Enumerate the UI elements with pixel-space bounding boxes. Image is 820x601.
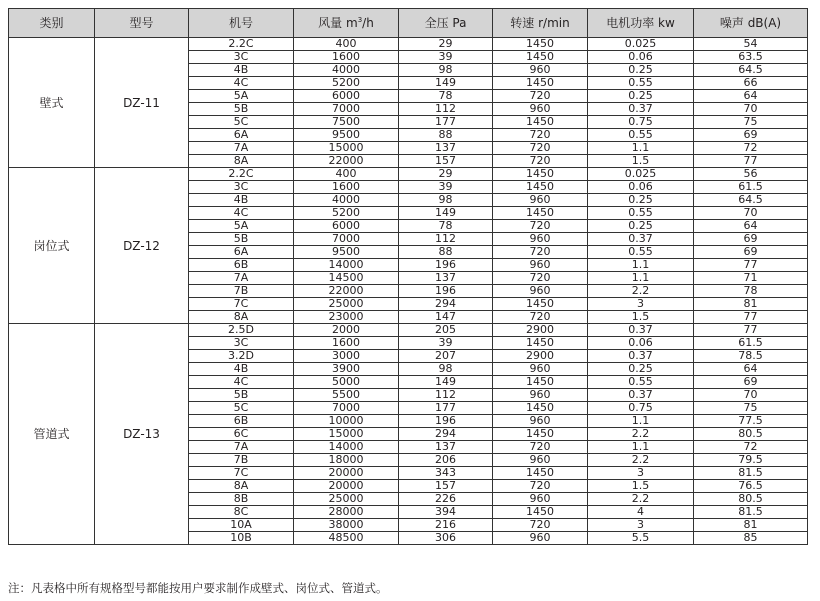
airflow-cell: 7000	[294, 402, 399, 415]
airflow-cell: 14000	[294, 259, 399, 272]
noise-cell: 70	[694, 207, 808, 220]
noise-cell: 85	[694, 532, 808, 545]
noise-cell: 64	[694, 220, 808, 233]
speed-cell: 1450	[493, 402, 588, 415]
power-cell: 2.2	[588, 454, 694, 467]
pressure-cell: 196	[399, 259, 493, 272]
pressure-cell: 149	[399, 77, 493, 90]
pressure-cell: 112	[399, 103, 493, 116]
pressure-cell: 137	[399, 142, 493, 155]
speed-cell: 1450	[493, 51, 588, 64]
pressure-cell: 294	[399, 298, 493, 311]
airflow-cell: 2000	[294, 324, 399, 337]
pressure-cell: 207	[399, 350, 493, 363]
noise-cell: 77	[694, 155, 808, 168]
table-header	[9, 9, 808, 38]
speed-cell: 1450	[493, 168, 588, 181]
airflow-cell: 20000	[294, 480, 399, 493]
power-cell: 1.5	[588, 155, 694, 168]
power-cell: 0.06	[588, 51, 694, 64]
model-cell: DZ-11	[95, 38, 189, 168]
power-cell: 0.55	[588, 77, 694, 90]
noise-cell: 77	[694, 324, 808, 337]
power-cell: 0.25	[588, 64, 694, 77]
airflow-cell: 5000	[294, 376, 399, 389]
machine-number-cell: 2.2C	[189, 38, 294, 51]
speed-cell: 960	[493, 493, 588, 506]
machine-number-cell: 5B	[189, 233, 294, 246]
noise-cell: 72	[694, 441, 808, 454]
power-cell: 0.55	[588, 207, 694, 220]
power-cell: 0.37	[588, 103, 694, 116]
pressure-cell: 306	[399, 532, 493, 545]
speed-cell: 1450	[493, 298, 588, 311]
airflow-cell: 14000	[294, 441, 399, 454]
pressure-cell: 137	[399, 441, 493, 454]
header-airflow-prefix: 风量 m	[318, 16, 358, 30]
machine-number-cell: 6A	[189, 246, 294, 259]
power-cell: 3	[588, 519, 694, 532]
noise-cell: 77.5	[694, 415, 808, 428]
speed-cell: 1450	[493, 77, 588, 90]
model-cell: DZ-13	[95, 324, 189, 545]
speed-cell: 720	[493, 480, 588, 493]
speed-cell: 1450	[493, 376, 588, 389]
speed-cell: 960	[493, 64, 588, 77]
airflow-cell: 48500	[294, 532, 399, 545]
header-airflow-suffix: /h	[362, 16, 374, 30]
machine-number-cell: 4B	[189, 64, 294, 77]
airflow-cell: 7000	[294, 103, 399, 116]
footnote: 注：凡表格中所有规格型号都能按用户要求制作成壁式、岗位式、管道式。	[8, 581, 388, 595]
noise-cell: 80.5	[694, 428, 808, 441]
power-cell: 2.2	[588, 285, 694, 298]
airflow-cell: 25000	[294, 493, 399, 506]
airflow-cell: 1600	[294, 337, 399, 350]
power-cell: 0.55	[588, 376, 694, 389]
noise-cell: 77	[694, 259, 808, 272]
noise-cell: 76.5	[694, 480, 808, 493]
machine-number-cell: 5C	[189, 116, 294, 129]
header-power: 电机功率 kw	[588, 9, 694, 38]
pressure-cell: 149	[399, 376, 493, 389]
header-model: 型号	[95, 9, 189, 38]
speed-cell: 2900	[493, 324, 588, 337]
noise-cell: 64	[694, 90, 808, 103]
machine-number-cell: 2.5D	[189, 324, 294, 337]
airflow-cell: 1600	[294, 181, 399, 194]
pressure-cell: 294	[399, 428, 493, 441]
noise-cell: 69	[694, 233, 808, 246]
noise-cell: 81.5	[694, 506, 808, 519]
machine-number-cell: 7C	[189, 298, 294, 311]
power-cell: 4	[588, 506, 694, 519]
speed-cell: 1450	[493, 337, 588, 350]
airflow-cell: 5200	[294, 207, 399, 220]
pressure-cell: 88	[399, 246, 493, 259]
header-airflow	[294, 9, 399, 38]
machine-number-cell: 3C	[189, 51, 294, 64]
speed-cell: 960	[493, 454, 588, 467]
airflow-cell: 25000	[294, 298, 399, 311]
noise-cell: 79.5	[694, 454, 808, 467]
speed-cell: 720	[493, 441, 588, 454]
pressure-cell: 112	[399, 233, 493, 246]
header-machine-number: 机号	[189, 9, 294, 38]
speed-cell: 720	[493, 90, 588, 103]
speed-cell: 960	[493, 415, 588, 428]
machine-number-cell: 10B	[189, 532, 294, 545]
airflow-cell: 15000	[294, 428, 399, 441]
fan-spec-table	[8, 8, 808, 545]
machine-number-cell: 7B	[189, 454, 294, 467]
machine-number-cell: 3C	[189, 337, 294, 350]
airflow-cell: 9500	[294, 246, 399, 259]
pressure-cell: 196	[399, 285, 493, 298]
noise-cell: 56	[694, 168, 808, 181]
speed-cell: 720	[493, 142, 588, 155]
power-cell: 0.25	[588, 363, 694, 376]
machine-number-cell: 8A	[189, 155, 294, 168]
machine-number-cell: 4C	[189, 207, 294, 220]
power-cell: 0.55	[588, 246, 694, 259]
speed-cell: 960	[493, 103, 588, 116]
airflow-cell: 400	[294, 168, 399, 181]
power-cell: 1.1	[588, 272, 694, 285]
noise-cell: 61.5	[694, 337, 808, 350]
airflow-cell: 5500	[294, 389, 399, 402]
category-cell: 管道式	[9, 324, 95, 545]
pressure-cell: 29	[399, 38, 493, 51]
pressure-cell: 147	[399, 311, 493, 324]
airflow-cell: 1600	[294, 51, 399, 64]
noise-cell: 70	[694, 103, 808, 116]
noise-cell: 72	[694, 142, 808, 155]
power-cell: 1.5	[588, 311, 694, 324]
pressure-cell: 205	[399, 324, 493, 337]
table-body	[9, 38, 808, 545]
machine-number-cell: 7A	[189, 272, 294, 285]
airflow-cell: 22000	[294, 155, 399, 168]
machine-number-cell: 7C	[189, 467, 294, 480]
machine-number-cell: 2.2C	[189, 168, 294, 181]
noise-cell: 66	[694, 77, 808, 90]
noise-cell: 75	[694, 116, 808, 129]
power-cell: 0.025	[588, 168, 694, 181]
power-cell: 1.5	[588, 480, 694, 493]
speed-cell: 1450	[493, 428, 588, 441]
pressure-cell: 157	[399, 155, 493, 168]
power-cell: 1.1	[588, 259, 694, 272]
airflow-cell: 6000	[294, 90, 399, 103]
machine-number-cell: 6B	[189, 259, 294, 272]
pressure-cell: 98	[399, 363, 493, 376]
power-cell: 2.2	[588, 428, 694, 441]
machine-number-cell: 5B	[189, 389, 294, 402]
noise-cell: 78.5	[694, 350, 808, 363]
pressure-cell: 39	[399, 337, 493, 350]
power-cell: 0.37	[588, 389, 694, 402]
pressure-cell: 98	[399, 194, 493, 207]
speed-cell: 720	[493, 246, 588, 259]
airflow-cell: 14500	[294, 272, 399, 285]
airflow-cell: 15000	[294, 142, 399, 155]
pressure-cell: 343	[399, 467, 493, 480]
machine-number-cell: 4B	[189, 363, 294, 376]
noise-cell: 69	[694, 246, 808, 259]
speed-cell: 1450	[493, 207, 588, 220]
machine-number-cell: 5C	[189, 402, 294, 415]
speed-cell: 960	[493, 194, 588, 207]
header-speed: 转速 r/min	[493, 9, 588, 38]
machine-number-cell: 7A	[189, 142, 294, 155]
power-cell: 3	[588, 467, 694, 480]
power-cell: 0.75	[588, 402, 694, 415]
noise-cell: 64.5	[694, 194, 808, 207]
speed-cell: 720	[493, 311, 588, 324]
speed-cell: 1450	[493, 116, 588, 129]
noise-cell: 64	[694, 363, 808, 376]
pressure-cell: 226	[399, 493, 493, 506]
machine-number-cell: 5B	[189, 103, 294, 116]
noise-cell: 69	[694, 129, 808, 142]
power-cell: 1.1	[588, 441, 694, 454]
header-airflow-sup: 3	[357, 16, 363, 24]
speed-cell: 2900	[493, 350, 588, 363]
noise-cell: 70	[694, 389, 808, 402]
machine-number-cell: 8B	[189, 493, 294, 506]
noise-cell: 78	[694, 285, 808, 298]
table-row	[9, 38, 808, 51]
noise-cell: 69	[694, 376, 808, 389]
power-cell: 2.2	[588, 493, 694, 506]
table-row	[9, 324, 808, 337]
machine-number-cell: 7A	[189, 441, 294, 454]
pressure-cell: 216	[399, 519, 493, 532]
speed-cell: 720	[493, 272, 588, 285]
header-pressure: 全压 Pa	[399, 9, 493, 38]
power-cell: 0.06	[588, 337, 694, 350]
airflow-cell: 400	[294, 38, 399, 51]
pressure-cell: 78	[399, 220, 493, 233]
machine-number-cell: 6B	[189, 415, 294, 428]
airflow-cell: 7500	[294, 116, 399, 129]
power-cell: 0.06	[588, 181, 694, 194]
machine-number-cell: 8A	[189, 311, 294, 324]
category-cell: 岗位式	[9, 168, 95, 324]
header-row	[9, 9, 808, 38]
model-cell: DZ-12	[95, 168, 189, 324]
airflow-cell: 3900	[294, 363, 399, 376]
machine-number-cell: 10A	[189, 519, 294, 532]
speed-cell: 1450	[493, 181, 588, 194]
machine-number-cell: 8C	[189, 506, 294, 519]
airflow-cell: 6000	[294, 220, 399, 233]
machine-number-cell: 4C	[189, 376, 294, 389]
noise-cell: 81.5	[694, 467, 808, 480]
pressure-cell: 39	[399, 181, 493, 194]
power-cell: 0.37	[588, 233, 694, 246]
noise-cell: 71	[694, 272, 808, 285]
power-cell: 0.25	[588, 90, 694, 103]
noise-cell: 80.5	[694, 493, 808, 506]
power-cell: 3	[588, 298, 694, 311]
machine-number-cell: 7B	[189, 285, 294, 298]
pressure-cell: 149	[399, 207, 493, 220]
airflow-cell: 4000	[294, 194, 399, 207]
noise-cell: 63.5	[694, 51, 808, 64]
airflow-cell: 3000	[294, 350, 399, 363]
power-cell: 1.1	[588, 415, 694, 428]
machine-number-cell: 6C	[189, 428, 294, 441]
speed-cell: 720	[493, 129, 588, 142]
airflow-cell: 5200	[294, 77, 399, 90]
machine-number-cell: 3.2D	[189, 350, 294, 363]
power-cell: 0.37	[588, 350, 694, 363]
power-cell: 0.25	[588, 194, 694, 207]
speed-cell: 960	[493, 389, 588, 402]
airflow-cell: 23000	[294, 311, 399, 324]
noise-cell: 61.5	[694, 181, 808, 194]
power-cell: 0.55	[588, 129, 694, 142]
airflow-cell: 22000	[294, 285, 399, 298]
noise-cell: 81	[694, 519, 808, 532]
pressure-cell: 206	[399, 454, 493, 467]
machine-number-cell: 3C	[189, 181, 294, 194]
power-cell: 0.75	[588, 116, 694, 129]
speed-cell: 720	[493, 519, 588, 532]
pressure-cell: 177	[399, 116, 493, 129]
pressure-cell: 88	[399, 129, 493, 142]
power-cell: 5.5	[588, 532, 694, 545]
power-cell: 0.025	[588, 38, 694, 51]
noise-cell: 77	[694, 311, 808, 324]
pressure-cell: 39	[399, 51, 493, 64]
noise-cell: 75	[694, 402, 808, 415]
power-cell: 0.25	[588, 220, 694, 233]
pressure-cell: 177	[399, 402, 493, 415]
speed-cell: 1450	[493, 467, 588, 480]
speed-cell: 720	[493, 220, 588, 233]
speed-cell: 960	[493, 285, 588, 298]
header-noise: 噪声 dB(A)	[694, 9, 808, 38]
airflow-cell: 9500	[294, 129, 399, 142]
speed-cell: 960	[493, 363, 588, 376]
header-category: 类别	[9, 9, 95, 38]
noise-cell: 64.5	[694, 64, 808, 77]
speed-cell: 1450	[493, 506, 588, 519]
machine-number-cell: 6A	[189, 129, 294, 142]
power-cell: 0.37	[588, 324, 694, 337]
airflow-cell: 10000	[294, 415, 399, 428]
airflow-cell: 38000	[294, 519, 399, 532]
pressure-cell: 98	[399, 64, 493, 77]
speed-cell: 960	[493, 532, 588, 545]
pressure-cell: 112	[399, 389, 493, 402]
pressure-cell: 78	[399, 90, 493, 103]
power-cell: 1.1	[588, 142, 694, 155]
machine-number-cell: 4B	[189, 194, 294, 207]
pressure-cell: 394	[399, 506, 493, 519]
pressure-cell: 196	[399, 415, 493, 428]
noise-cell: 81	[694, 298, 808, 311]
airflow-cell: 28000	[294, 506, 399, 519]
airflow-cell: 4000	[294, 64, 399, 77]
machine-number-cell: 5A	[189, 90, 294, 103]
speed-cell: 1450	[493, 38, 588, 51]
speed-cell: 960	[493, 233, 588, 246]
pressure-cell: 157	[399, 480, 493, 493]
noise-cell: 54	[694, 38, 808, 51]
machine-number-cell: 8A	[189, 480, 294, 493]
airflow-cell: 7000	[294, 233, 399, 246]
airflow-cell: 20000	[294, 467, 399, 480]
pressure-cell: 29	[399, 168, 493, 181]
pressure-cell: 137	[399, 272, 493, 285]
speed-cell: 720	[493, 155, 588, 168]
machine-number-cell: 5A	[189, 220, 294, 233]
airflow-cell: 18000	[294, 454, 399, 467]
machine-number-cell: 4C	[189, 77, 294, 90]
category-cell: 壁式	[9, 38, 95, 168]
speed-cell: 960	[493, 259, 588, 272]
table-row	[9, 168, 808, 181]
